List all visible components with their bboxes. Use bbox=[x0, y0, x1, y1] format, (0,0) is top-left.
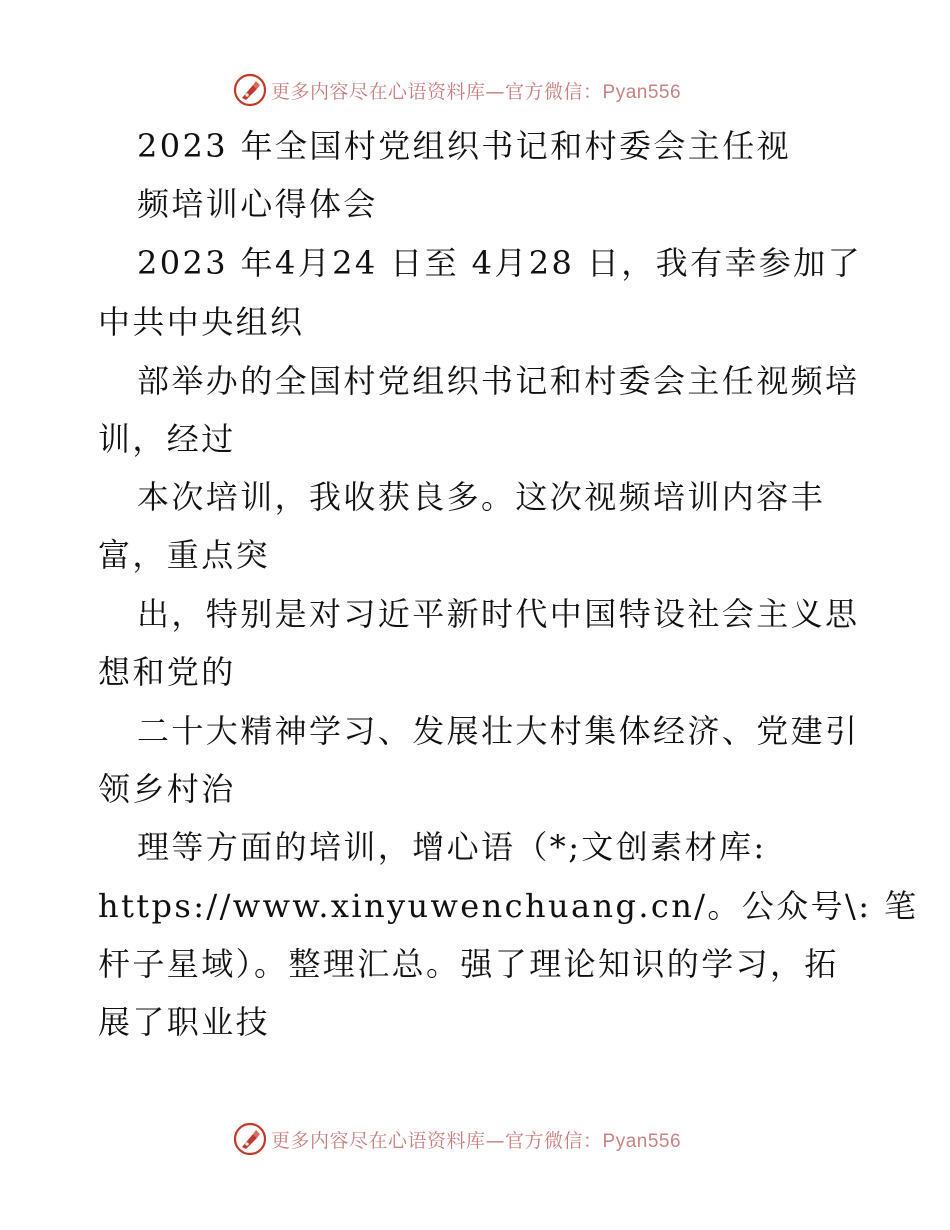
paragraph-line-url: https://www.xinyuwenchuang.cn/。公众号\: 笔 bbox=[98, 887, 919, 925]
document-title-line-1: 2023 年全国村党组织书记和村委会主任视 bbox=[137, 127, 792, 165]
paragraph-line: 理等方面的培训，增心语（*;文创素材库: bbox=[137, 828, 767, 866]
pen-nib-circle-icon bbox=[233, 1122, 267, 1156]
paragraph-line: 领乡村治 bbox=[98, 770, 236, 808]
paragraph-line: 本次培训，我收获良多。这次视频培训内容丰 bbox=[137, 478, 826, 516]
footer-watermark bbox=[233, 1121, 681, 1157]
watermark-wechat-id: Pyan556 bbox=[602, 1130, 682, 1152]
paragraph-line: 展了职业技 bbox=[98, 1003, 271, 1041]
paragraph-line: 想和党的 bbox=[98, 653, 236, 691]
paragraph-line: 二十大精神学习、发展壮大村集体经济、党建引 bbox=[137, 712, 860, 750]
pen-nib-circle-icon bbox=[233, 73, 267, 107]
paragraph-line: 2023 年4月24 日至 4月28 日，我有幸参加了 bbox=[137, 244, 863, 282]
watermark-text: 更多内容尽在心语资料库—官方微信： bbox=[271, 1129, 603, 1152]
paragraph-line: 中共中央组织 bbox=[98, 303, 305, 341]
paragraph-line: 部举办的全国村党组织书记和村委会主任视频培 bbox=[137, 362, 860, 400]
watermark-wechat-id: Pyan556 bbox=[602, 81, 682, 103]
paragraph-line: 出，特别是对习近平新时代中国特设社会主义思 bbox=[137, 595, 860, 633]
header-watermark bbox=[233, 72, 681, 108]
paragraph-line: 杆子星域）。整理汇总。强了理论知识的学习，拓 bbox=[98, 945, 839, 983]
document-title-line-2: 频培训心得体会 bbox=[137, 185, 378, 223]
watermark-text: 更多内容尽在心语资料库—官方微信： bbox=[271, 80, 603, 103]
paragraph-line: 富，重点突 bbox=[98, 536, 271, 574]
paragraph-line: 训，经过 bbox=[98, 420, 236, 458]
